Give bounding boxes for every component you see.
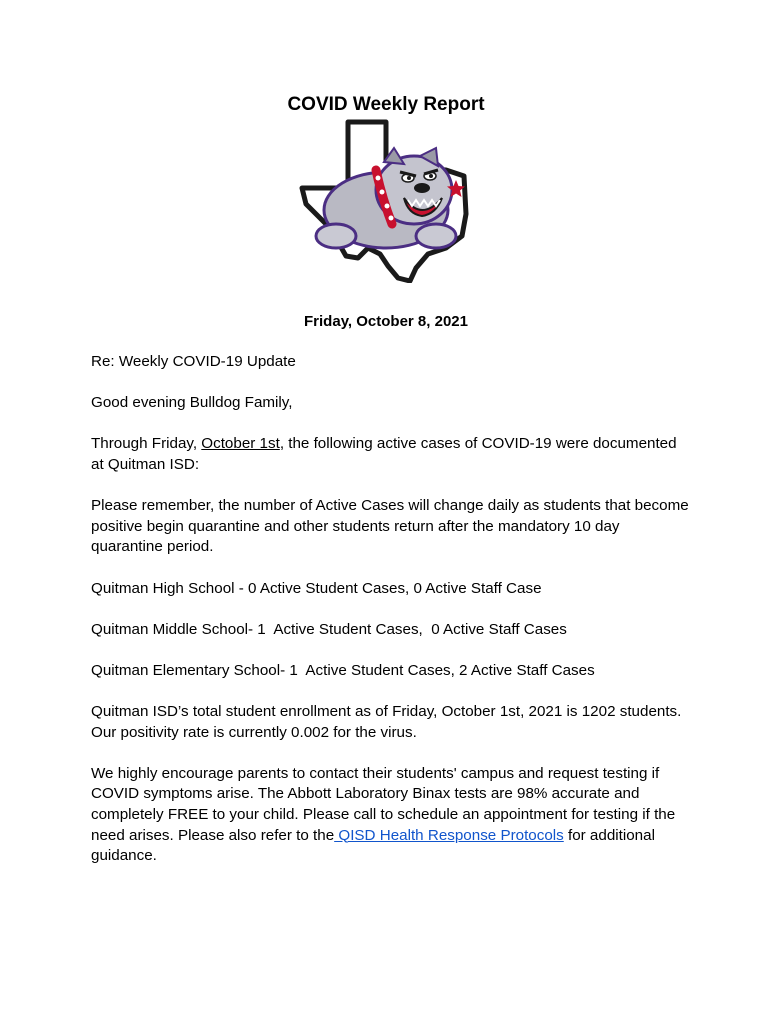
report-body xyxy=(91,352,691,887)
closing-paragraph xyxy=(91,764,691,867)
closing-after: for additional guidance. xyxy=(91,826,660,865)
enrollment-paragraph: Quitman ISD’s total student enrollment as of Friday, October 1st, 2021 is 1202 students. Our positivity rate is currently 0.002 for the virus. xyxy=(91,703,682,741)
reminder-paragraph: Please remember, the number of Active Cases will change daily as students that become positive begin quarantine and other students return after the mandatory 10 day quarantine period. xyxy=(91,497,689,556)
closing-before: We highly encourage parents to contact their students' campus and request testing if COVID symptoms arise. The Abbott Laboratory Binax tests are 98% accurate and completely FREE to your child. Please call to schedule an appointment for testing if the need arises. Please also refer to the xyxy=(91,764,680,844)
intro-before: Through Friday, xyxy=(91,435,202,453)
school-high: Quitman High School - 0 Active Student Cases, 0 Active Staff Case xyxy=(91,579,542,597)
school-middle: Quitman Middle School- 1 Active Student Cases, 0 Active Staff Cases xyxy=(91,620,567,638)
report-date: Friday, October 8, 2021 xyxy=(304,313,468,330)
intro-paragraph xyxy=(91,434,691,475)
school-elementary: Quitman Elementary School- 1 Active Student Cases, 2 Active Staff Cases xyxy=(91,661,595,679)
intro-date-underlined: October 1st xyxy=(201,435,280,453)
intro-after: , the following active cases of COVID-19 were documented at Quitman ISD: xyxy=(91,435,677,473)
greeting: Good evening Bulldog Family, xyxy=(91,394,293,412)
texas-bulldog-mascot-icon xyxy=(296,118,476,283)
report-title: COVID Weekly Report xyxy=(287,94,485,115)
re-line: Re: Weekly COVID-19 Update xyxy=(91,353,296,370)
health-protocols-link[interactable]: QISD Health Response Protocols xyxy=(334,826,564,844)
